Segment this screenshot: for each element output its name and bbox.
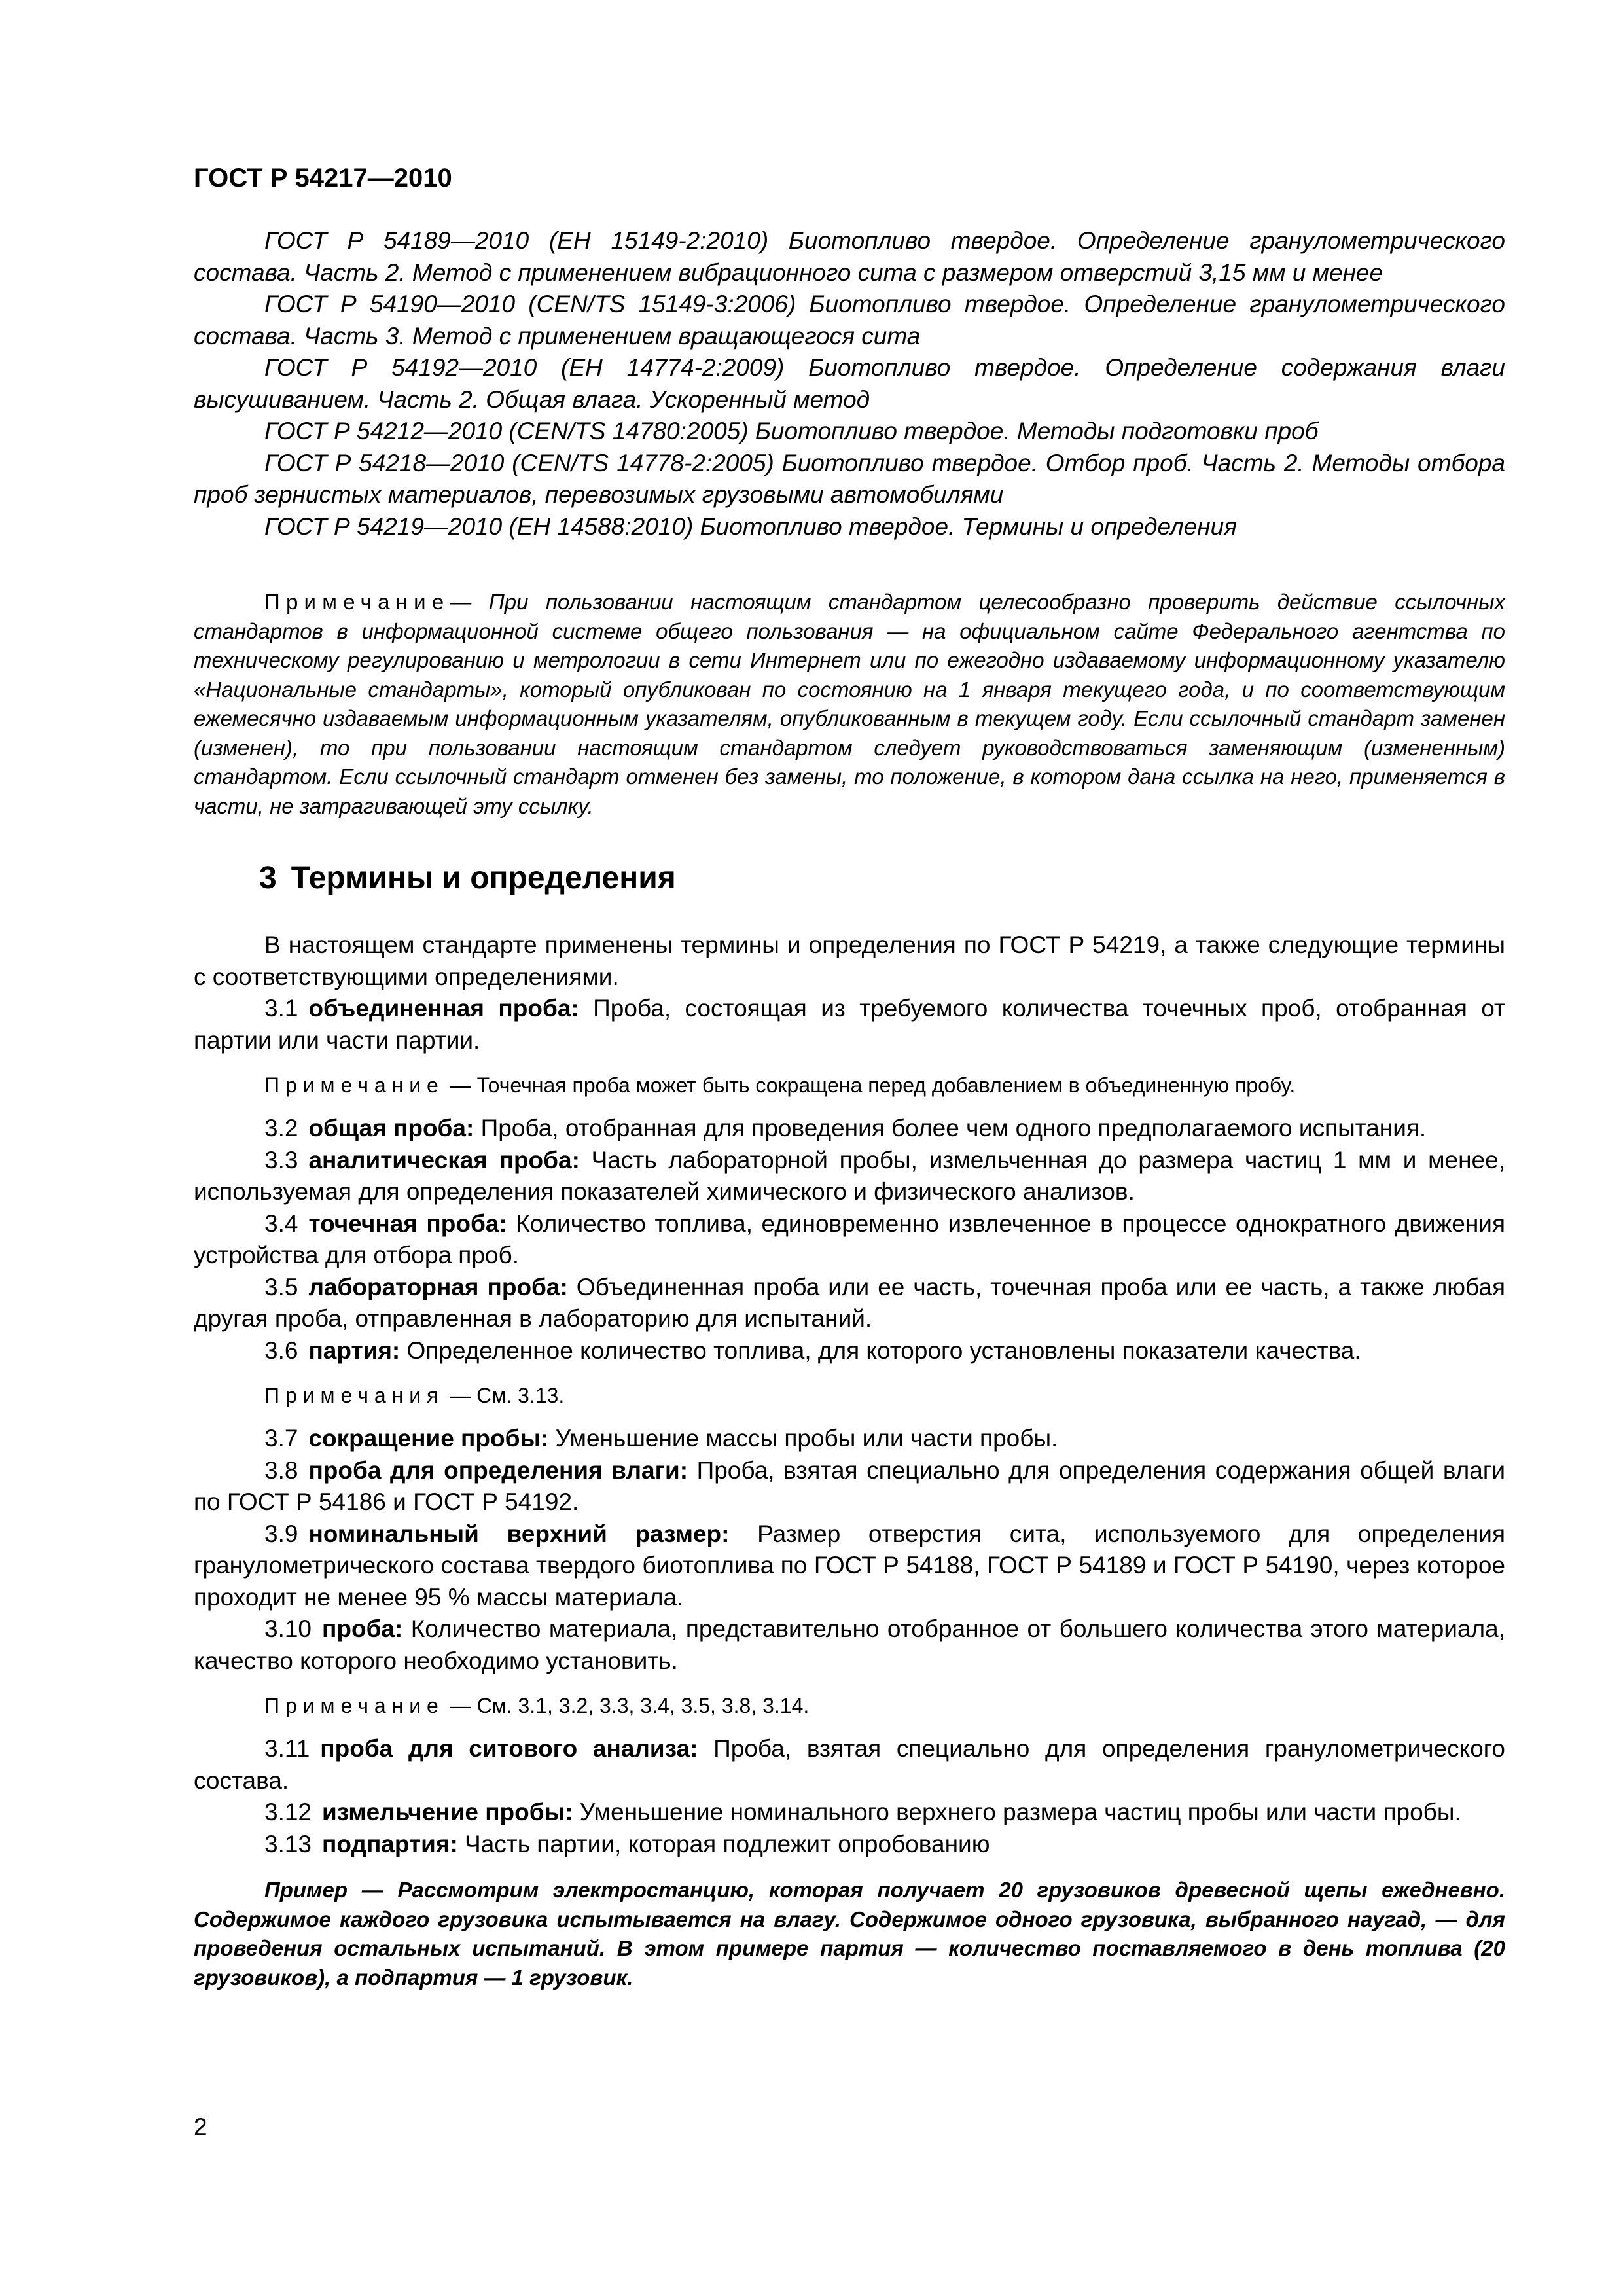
term-number: 3.3 (264, 1146, 298, 1174)
term-name: номинальный верхний размер: (308, 1520, 730, 1547)
term-number: 3.13 (264, 1830, 312, 1857)
term-number: 3.11 (264, 1735, 310, 1762)
term-entry (194, 1733, 1505, 1797)
reference-item: ГОСТ Р 54219—2010 (ЕН 14588:2010) Биотопливо твердое. Термины и определения (264, 512, 1237, 540)
term-name: проба для определения влаги: (308, 1456, 688, 1484)
term-number: 3.7 (264, 1425, 298, 1452)
term-entry (194, 1829, 1505, 1861)
term-definition: Объединенная проба или ее часть, точечная проба или ее часть, а также любая другая проба, отправленная в лабораторию для испытаний. (194, 1273, 1506, 1332)
term-name: проба для ситового анализа: (320, 1735, 698, 1762)
term-entry (194, 1145, 1505, 1208)
term-number: 3.5 (264, 1273, 298, 1300)
reference-item: ГОСТ Р 54190—2010 (CEN/TS 15149-3:2006) Биотопливо твердое. Определение гранулометрического состава. Часть 3. Метод с применением вращающегося сита (194, 291, 1505, 350)
term-number: 3.6 (264, 1336, 298, 1364)
term-definition: Размер отверстия сита, используемого для определения гранулометрического состава твердого биотоплива по ГОСТ Р 54188, ГОСТ Р 54189 и ГОСТ Р 54190, через которое проходит не менее 95 % массы материала. (194, 1520, 1505, 1611)
term-definition: Уменьшение массы пробы или части пробы. (548, 1425, 1058, 1452)
note-label: Примечание (264, 590, 450, 614)
term-definition: Часть партии, которая подлежит опробованию (457, 1830, 990, 1857)
term-number: 3.8 (264, 1456, 298, 1484)
term-entry (194, 1423, 1505, 1455)
reference-item: ГОСТ Р 54189—2010 (ЕН 15149-2:2010) Биотопливо твердое. Определение гранулометрического состава. Часть 2. Метод с применением вибрационного сита с размером отверстий 3,15 мм и менее (194, 227, 1505, 286)
term-name: общая проба: (308, 1115, 474, 1141)
term-name: проба: (322, 1615, 403, 1642)
section-title: Термины и определения (291, 861, 676, 895)
note-label: Примечание (264, 1694, 444, 1717)
term-name: сокращение пробы: (308, 1425, 549, 1452)
term-name: партия: (308, 1336, 401, 1364)
reference-item: ГОСТ Р 54192—2010 (ЕН 14774-2:2009) Биотопливо твердое. Определение содержания влаги высушиванием. Часть 2. Общая влага. Ускоренный метод (194, 354, 1505, 413)
term-entry (194, 1272, 1505, 1335)
term-name: измельчение пробы: (322, 1799, 573, 1825)
document-header: ГОСТ Р 54217—2010 (194, 164, 452, 192)
term-number: 3.2 (264, 1115, 298, 1141)
term-name: точечная проба: (308, 1210, 507, 1237)
term-definition: Проба, взятая специально для определения гранулометрического состава. (194, 1735, 1506, 1794)
term-definition: Количество топлива, единовременно извлеченное в процессе однократного движения устройства для отбора проб. (194, 1210, 1505, 1268)
example-paragraph: Пример — Рассмотрим электростанцию, которая получает 20 грузовиков древесной щепы ежедневно. Содержимое каждого грузовика испытывается на влагу. Содержимое одного грузовика, выбранного наугад, — для проведения остальных испытаний. В этом примере партия — количество поставляемого в день топлива (20 грузовиков), а подпартия — 1 грузовик. (194, 1878, 1505, 1990)
note-text: — См. 3.13. (444, 1384, 565, 1407)
term-number: 3.4 (264, 1210, 298, 1237)
term-definition: Уменьшение номинального верхнего размера частиц пробы или части пробы. (573, 1799, 1461, 1825)
term-definition: Часть лабораторной пробы, измельченная до размера частиц 1 мм и менее, используемая для определения показателей химического и физического анализов. (194, 1146, 1505, 1205)
term-number: 3.1 (264, 995, 298, 1022)
term-entry (194, 1208, 1505, 1272)
document-page (194, 0, 1505, 2296)
term-entry (194, 1455, 1505, 1518)
term-entry (194, 1613, 1505, 1677)
term-definition: Определенное количество топлива, для которого установлены показатели качества. (400, 1336, 1361, 1364)
term-number: 3.9 (264, 1520, 298, 1547)
reference-item: ГОСТ Р 54218—2010 (CEN/TS 14778-2:2005) Биотопливо твердое. Отбор проб. Часть 2. Методы отбора проб зернистых материалов, перевозимых грузовыми автомобилями (194, 449, 1505, 508)
note-text: — Точечная проба может быть сокращена перед добавлением в объединенную пробу. (444, 1073, 1296, 1097)
term-entry (194, 1518, 1505, 1614)
term-name: лабораторная проба: (308, 1273, 568, 1300)
normative-references-list (194, 225, 1505, 543)
page-number: 2 (194, 2113, 207, 2140)
term-name: подпартия: (322, 1830, 458, 1857)
note-label: Примечания (264, 1384, 444, 1407)
term-entry (194, 1335, 1505, 1367)
section-heading (259, 859, 676, 898)
reference-item: ГОСТ Р 54212—2010 (CEN/TS 14780:2005) Биотопливо твердое. Методы подготовки проб (264, 418, 1319, 444)
section-body (194, 929, 1505, 1992)
term-definition: Проба, взятая специально для определения содержания общей влаги по ГОСТ Р 54186 и ГОСТ Р 54192. (194, 1456, 1505, 1515)
term-name: аналитическая проба: (308, 1146, 580, 1174)
term-number: 3.12 (264, 1799, 312, 1825)
note-text: — См. 3.1, 3.2, 3.3, 3.4, 3.5, 3.8, 3.14. (444, 1694, 810, 1717)
term-name: объединенная проба: (308, 995, 579, 1022)
references-note (194, 588, 1505, 821)
term-entry (194, 1797, 1505, 1829)
term-note (194, 1381, 1505, 1410)
note-label: Примечание (264, 1073, 444, 1097)
section-intro: В настоящем стандарте применены термины и определения по ГОСТ Р 54219, а также следующие термины с соответствующими определениями. (194, 931, 1505, 990)
term-number: 3.10 (264, 1615, 312, 1642)
term-definition: Количество материала, представительно отобранное от большего количества этого материала, качество которого необходимо установить. (194, 1615, 1505, 1674)
term-entry (194, 993, 1505, 1056)
term-entry (194, 1113, 1505, 1145)
term-definition: Проба, отобранная для проведения более чем одного предполагаемого испытания. (474, 1115, 1427, 1141)
term-note (194, 1691, 1505, 1720)
section-number: 3 (259, 861, 277, 895)
note-text: — При пользовании настоящим стандартом целесообразно проверить действие ссылочных стандартов в информационной системе общего пользования — на официальном сайте Федерального агентства по техническому регулированию и метрологии в сети Интернет или по ежегодно издаваемому информационному указателю «Национальные стандарты», который опубликован по состоянию на 1 января текущего года, и по соответствующим ежемесячно издаваемым информационным указателям, опубликованным в текущем году. Если ссылочный стандарт заменен (изменен), то при пользовании настоящим стандартом следует руководствоваться заменяющим (измененным) стандартом. Если ссылочный стандарт отменен без замены, то положение, в котором дана ссылка на него, применяется в части, не затрагивающей эту ссылку. (194, 590, 1505, 818)
term-definition: Проба, состоящая из требуемого количества точечных проб, отобранная от партии или части партии. (194, 995, 1506, 1054)
term-note (194, 1071, 1505, 1100)
